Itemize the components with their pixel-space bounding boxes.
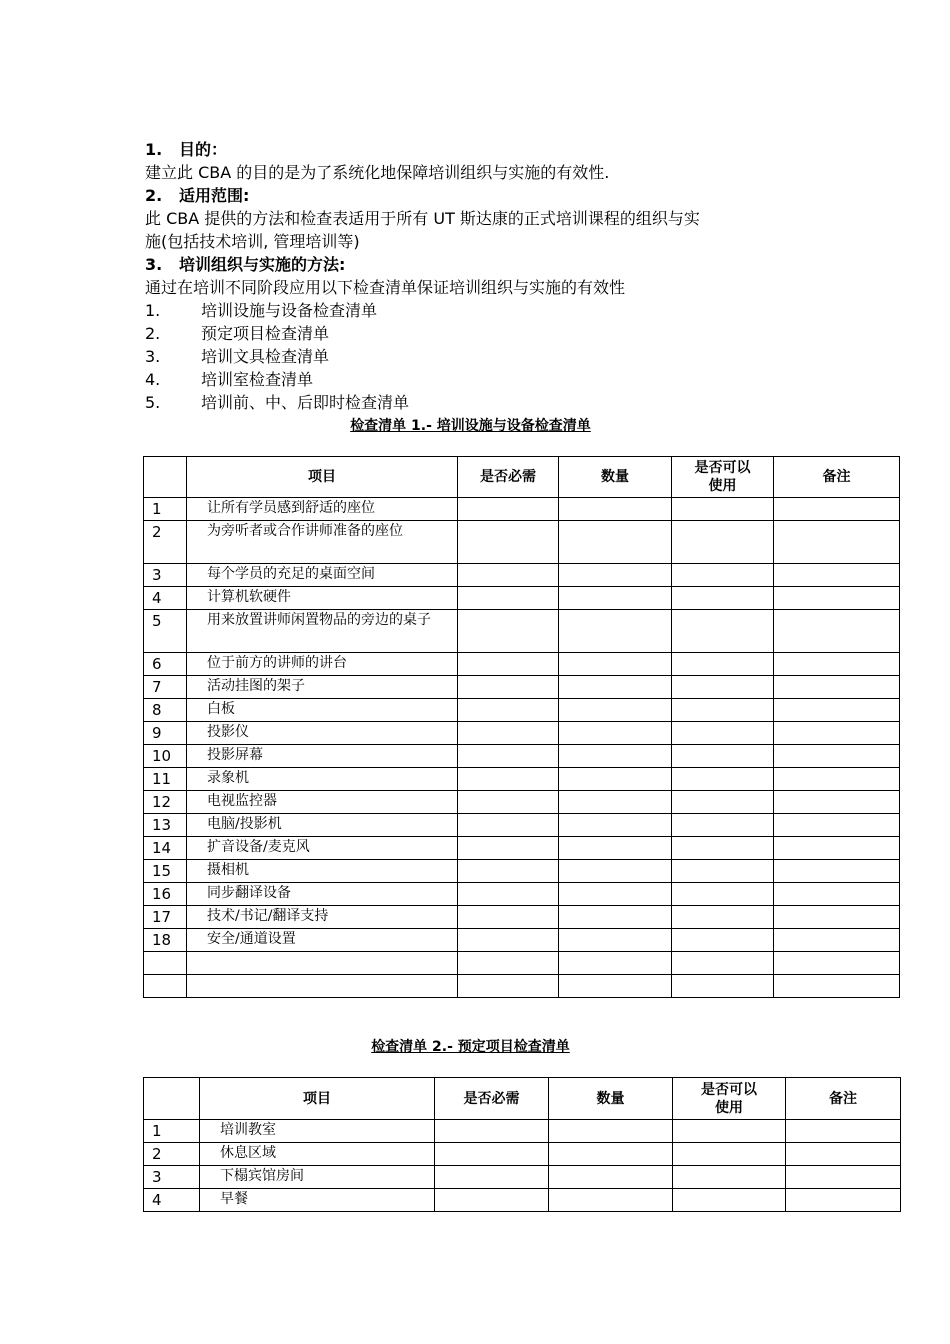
notes-cell[interactable] [786, 1189, 901, 1212]
quantity-cell[interactable] [549, 1166, 673, 1189]
table-row [144, 1189, 901, 1212]
table-row [144, 498, 900, 521]
table-row [144, 722, 900, 745]
row-item: 电视监控器 [187, 791, 458, 814]
available-cell[interactable] [672, 699, 774, 722]
section-2-heading [145, 184, 905, 207]
table-row [144, 610, 900, 653]
required-cell[interactable] [458, 745, 559, 768]
quantity-cell[interactable] [549, 1120, 673, 1143]
notes-cell[interactable] [786, 1143, 901, 1166]
row-number: 8 [144, 699, 187, 722]
header-item: 项目 [200, 1078, 435, 1120]
header-available [672, 457, 774, 498]
table-2-caption: 检查清单 2.- 预定项目检查清单 [371, 1039, 570, 1055]
empty-cell[interactable] [672, 952, 774, 975]
required-cell[interactable] [458, 587, 559, 610]
available-cell[interactable] [673, 1120, 786, 1143]
table-row [144, 1143, 901, 1166]
header-available [673, 1078, 786, 1120]
section-number: 1. [145, 140, 163, 159]
quantity-cell[interactable] [559, 814, 672, 837]
row-number: 2 [144, 1143, 200, 1166]
section-number: 3. [145, 255, 163, 274]
empty-cell[interactable] [144, 952, 187, 975]
quantity-cell[interactable] [559, 768, 672, 791]
section-number: 2. [145, 186, 163, 205]
row-item: 安全/通道设置 [187, 929, 458, 952]
table-row [144, 521, 900, 564]
notes-cell[interactable] [774, 521, 900, 564]
notes-cell[interactable] [774, 791, 900, 814]
table-row [144, 837, 900, 860]
quantity-cell[interactable] [559, 610, 672, 653]
available-cell[interactable] [672, 860, 774, 883]
section-title: 适用范围: [179, 186, 250, 205]
quantity-cell[interactable] [549, 1189, 673, 1212]
header-required: 是否必需 [435, 1078, 549, 1120]
row-number: 18 [144, 929, 187, 952]
empty-cell[interactable] [774, 975, 900, 998]
notes-cell[interactable] [774, 860, 900, 883]
quantity-cell[interactable] [559, 837, 672, 860]
empty-cell[interactable] [559, 975, 672, 998]
required-cell[interactable] [458, 676, 559, 699]
row-number: 3 [144, 1166, 200, 1189]
empty-cell[interactable] [458, 975, 559, 998]
row-number: 7 [144, 676, 187, 699]
section-1-heading [145, 138, 905, 161]
notes-cell[interactable] [774, 768, 900, 791]
notes-cell[interactable] [774, 929, 900, 952]
required-cell[interactable] [458, 498, 559, 521]
required-cell[interactable] [458, 883, 559, 906]
quantity-cell[interactable] [559, 521, 672, 564]
header-quantity: 数量 [549, 1078, 673, 1120]
available-cell[interactable] [672, 564, 774, 587]
checklist-table-2 [143, 1077, 901, 1212]
empty-table-row [144, 952, 900, 975]
quantity-cell[interactable] [559, 564, 672, 587]
row-number: 5 [144, 610, 187, 653]
required-cell[interactable] [458, 860, 559, 883]
row-number: 1 [144, 498, 187, 521]
notes-cell[interactable] [774, 699, 900, 722]
table-row [144, 745, 900, 768]
table-row [144, 587, 900, 610]
quantity-cell[interactable] [549, 1143, 673, 1166]
row-item: 位于前方的讲师的讲台 [187, 653, 458, 676]
list-number: 3. [145, 347, 161, 366]
table-row [144, 676, 900, 699]
section-3-heading [145, 253, 905, 276]
required-cell[interactable] [435, 1166, 549, 1189]
row-number: 17 [144, 906, 187, 929]
empty-cell[interactable] [559, 952, 672, 975]
available-cell[interactable] [672, 722, 774, 745]
row-item: 活动挂图的架子 [187, 676, 458, 699]
available-cell[interactable] [672, 929, 774, 952]
quantity-cell[interactable] [559, 676, 672, 699]
available-cell[interactable] [672, 745, 774, 768]
table-row [144, 1166, 901, 1189]
row-item: 让所有学员感到舒适的座位 [187, 498, 458, 521]
row-item: 休息区域 [200, 1143, 435, 1166]
available-cell[interactable] [672, 768, 774, 791]
required-cell[interactable] [458, 768, 559, 791]
quantity-cell[interactable] [559, 722, 672, 745]
document-body [145, 138, 905, 414]
required-cell[interactable] [458, 791, 559, 814]
row-number: 9 [144, 722, 187, 745]
list-item [145, 368, 905, 391]
row-item: 用来放置讲师闲置物品的旁边的桌子 [187, 610, 458, 653]
required-cell[interactable] [458, 564, 559, 587]
row-item: 计算机软硬件 [187, 587, 458, 610]
row-number: 2 [144, 521, 187, 564]
quantity-cell[interactable] [559, 699, 672, 722]
row-item: 电脑/投影机 [187, 814, 458, 837]
available-cell[interactable] [672, 676, 774, 699]
empty-cell[interactable] [187, 952, 458, 975]
available-cell[interactable] [672, 587, 774, 610]
list-number: 2. [145, 324, 161, 343]
notes-cell[interactable] [774, 814, 900, 837]
row-number: 4 [144, 1189, 200, 1212]
header-available-line-1: 是否可以 [694, 460, 751, 476]
header-quantity: 数量 [559, 457, 672, 498]
quantity-cell[interactable] [559, 587, 672, 610]
quantity-cell[interactable] [559, 653, 672, 676]
required-cell[interactable] [458, 837, 559, 860]
header-notes: 备注 [786, 1078, 901, 1120]
section-title: 目的： [179, 140, 228, 159]
list-number: 5. [145, 393, 161, 412]
notes-cell[interactable] [774, 722, 900, 745]
table-row [144, 1120, 901, 1143]
list-item [145, 299, 905, 322]
empty-cell[interactable] [144, 975, 187, 998]
checklist-table-1 [143, 456, 900, 998]
row-number: 11 [144, 768, 187, 791]
row-number: 16 [144, 883, 187, 906]
notes-cell[interactable] [774, 883, 900, 906]
notes-cell[interactable] [774, 906, 900, 929]
list-item [145, 345, 905, 368]
list-number: 4. [145, 370, 161, 389]
empty-cell[interactable] [774, 952, 900, 975]
table-row [144, 883, 900, 906]
available-cell[interactable] [672, 791, 774, 814]
required-cell[interactable] [458, 906, 559, 929]
list-label: 预定项目检查清单 [201, 324, 330, 343]
notes-cell[interactable] [774, 837, 900, 860]
header-number [144, 457, 187, 498]
row-number: 14 [144, 837, 187, 860]
list-item [145, 322, 905, 345]
quantity-cell[interactable] [559, 498, 672, 521]
header-available-line-1: 是否可以 [701, 1081, 757, 1098]
row-number: 15 [144, 860, 187, 883]
row-item: 投影屏幕 [187, 745, 458, 768]
list-label: 培训文具检查清单 [201, 347, 330, 366]
available-cell[interactable] [672, 653, 774, 676]
quantity-cell[interactable] [559, 860, 672, 883]
row-item: 摄相机 [187, 860, 458, 883]
row-item: 技术/书记/翻译支持 [187, 906, 458, 929]
list-label: 培训前、中、后即时检查清单 [201, 393, 410, 412]
available-cell[interactable] [672, 837, 774, 860]
available-cell[interactable] [673, 1189, 786, 1212]
table-row [144, 699, 900, 722]
table-header-row [144, 457, 900, 498]
row-item: 下榻宾馆房间 [200, 1166, 435, 1189]
section-3-body: 通过在培训不同阶段应用以下检查清单保证培训组织与实施的有效性 [145, 278, 626, 297]
table-row [144, 564, 900, 587]
section-2-body-line-1: 此 CBA 提供的方法和检查表适用于所有 UT 斯达康的正式培训课程的组织与实 [145, 209, 700, 228]
required-cell[interactable] [435, 1120, 549, 1143]
required-cell[interactable] [435, 1143, 549, 1166]
row-item: 同步翻译设备 [187, 883, 458, 906]
required-cell[interactable] [458, 722, 559, 745]
row-number: 4 [144, 587, 187, 610]
row-number: 1 [144, 1120, 200, 1143]
row-number: 3 [144, 564, 187, 587]
available-cell[interactable] [672, 521, 774, 564]
header-number [144, 1078, 200, 1120]
available-cell[interactable] [672, 883, 774, 906]
row-number: 10 [144, 745, 187, 768]
available-cell[interactable] [673, 1166, 786, 1189]
quantity-cell[interactable] [559, 745, 672, 768]
required-cell[interactable] [458, 929, 559, 952]
available-cell[interactable] [672, 906, 774, 929]
empty-cell[interactable] [672, 975, 774, 998]
table-row [144, 860, 900, 883]
table-row [144, 653, 900, 676]
table-row [144, 906, 900, 929]
notes-cell[interactable] [774, 745, 900, 768]
row-item: 投影仪 [187, 722, 458, 745]
required-cell[interactable] [458, 653, 559, 676]
notes-cell[interactable] [786, 1166, 901, 1189]
quantity-cell[interactable] [559, 883, 672, 906]
header-available-line-2: 使用 [715, 1099, 743, 1116]
list-label: 培训室检查清单 [201, 370, 314, 389]
row-item: 录象机 [187, 768, 458, 791]
section-1-body: 建立此 CBA 的目的是为了系统化地保障培训组织与实施的有效性. [145, 163, 610, 182]
row-item: 白板 [187, 699, 458, 722]
header-available-line-2: 使用 [708, 478, 737, 494]
notes-cell[interactable] [786, 1120, 901, 1143]
required-cell[interactable] [458, 814, 559, 837]
section-title: 培训组织与实施的方法: [179, 255, 346, 274]
table-row [144, 929, 900, 952]
table-row [144, 791, 900, 814]
notes-cell[interactable] [774, 564, 900, 587]
empty-table-row [144, 975, 900, 998]
notes-cell[interactable] [774, 610, 900, 653]
available-cell[interactable] [672, 610, 774, 653]
list-number: 1. [145, 301, 161, 320]
row-item: 每个学员的充足的桌面空间 [187, 564, 458, 587]
row-number: 6 [144, 653, 187, 676]
table-row [144, 768, 900, 791]
table-1-caption: 检查清单 1.- 培训设施与设备检查清单 [350, 418, 591, 434]
row-item: 早餐 [200, 1189, 435, 1212]
available-cell[interactable] [673, 1143, 786, 1166]
table-header-row [144, 1078, 901, 1120]
quantity-cell[interactable] [559, 906, 672, 929]
available-cell[interactable] [672, 498, 774, 521]
required-cell[interactable] [435, 1189, 549, 1212]
empty-cell[interactable] [458, 952, 559, 975]
table-row [144, 814, 900, 837]
required-cell[interactable] [458, 521, 559, 564]
list-label: 培训设施与设备检查清单 [201, 301, 378, 320]
notes-cell[interactable] [774, 587, 900, 610]
notes-cell[interactable] [774, 653, 900, 676]
row-number: 12 [144, 791, 187, 814]
checklist-list [145, 299, 905, 414]
notes-cell[interactable] [774, 498, 900, 521]
header-required: 是否必需 [458, 457, 559, 498]
row-item: 培训教室 [200, 1120, 435, 1143]
quantity-cell[interactable] [559, 791, 672, 814]
row-number: 13 [144, 814, 187, 837]
header-item: 项目 [187, 457, 458, 498]
header-notes: 备注 [774, 457, 900, 498]
required-cell[interactable] [458, 699, 559, 722]
section-2-body-line-2: 施(包括技术培训, 管理培训等) [145, 232, 360, 251]
required-cell[interactable] [458, 610, 559, 653]
empty-cell[interactable] [187, 975, 458, 998]
available-cell[interactable] [672, 814, 774, 837]
row-item: 为旁听者或合作讲师准备的座位 [187, 521, 458, 564]
notes-cell[interactable] [774, 676, 900, 699]
quantity-cell[interactable] [559, 929, 672, 952]
row-item: 扩音设备/麦克风 [187, 837, 458, 860]
list-item [145, 391, 905, 414]
